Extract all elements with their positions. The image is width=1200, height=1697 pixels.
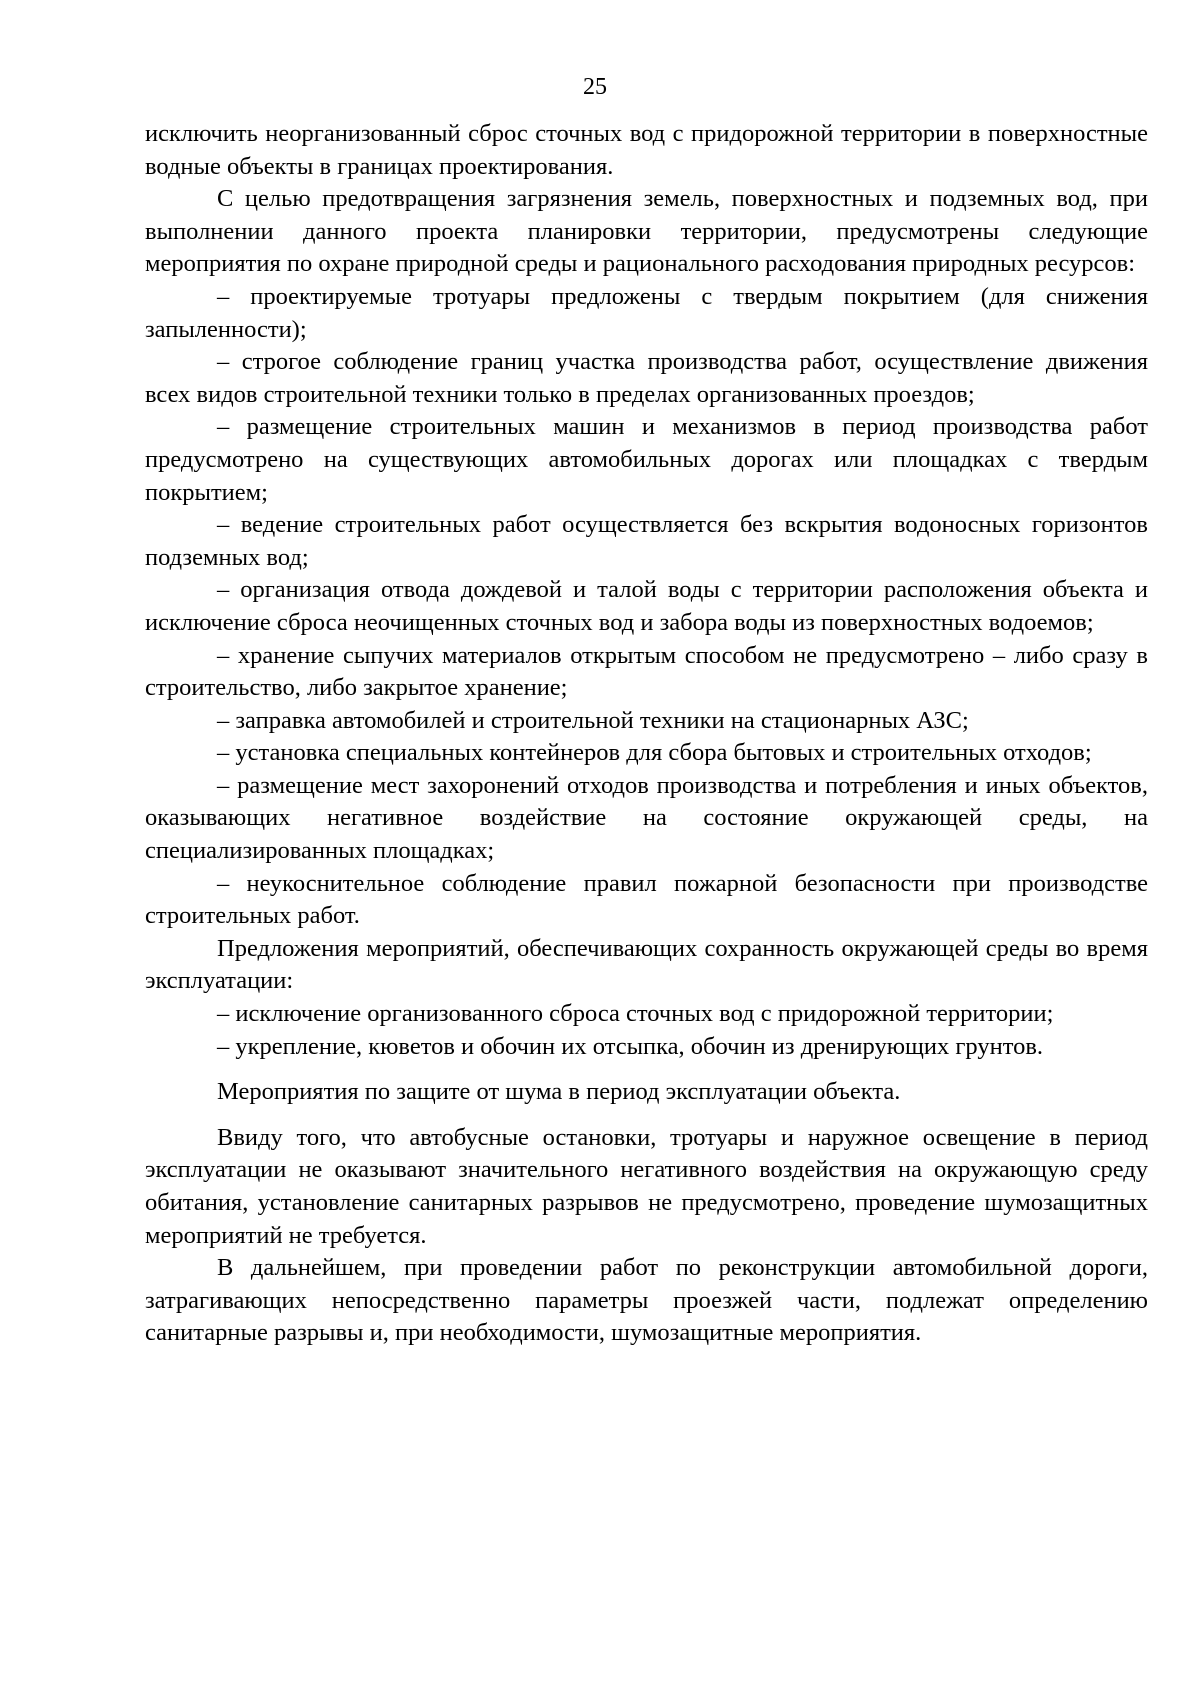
paragraph: В дальнейшем, при проведении работ по реконструкции автомобильной дороги, затрагивающих непосредственно параметры проезжей части, подлежат определению санитарные разрывы и, при необходимости, шумозащитные мероприятия.: [145, 1254, 1148, 1347]
list-item: – размещение строительных машин и механизмов в период производства работ предусмотрено на существующих автомобильных дорогах или площадках с твердым покрытием;: [145, 413, 1148, 506]
list-item: – строгое соблюдение границ участка производства работ, осуществление движения всех видов строительной техники только в пределах организованных проездов;: [145, 348, 1148, 408]
page-number: 25: [583, 74, 607, 100]
list-item: – хранение сыпучих материалов открытым способом не предусмотрено – либо сразу в строительство, либо закрытое хранение;: [145, 641, 1148, 702]
paragraph: Ввиду того, что автобусные остановки, тротуары и наружное освещение в период эксплуатации не оказывают значительного негативного воздействия на окружающую среду обитания, установление санитарных разрывов не предусмотрено, проведение шумозащитных мероприятий не требуется.: [145, 1123, 1148, 1249]
list-item: – установка специальных контейнеров для сбора бытовых и строительных отходов;: [217, 739, 1092, 767]
paragraph: исключить неорганизованный сброс сточных вод с придорожной территории в поверхностные водные объекты в границах проектирования.: [145, 120, 1148, 180]
list-item: – заправка автомобилей и строительной техники на стационарных АЗС;: [217, 706, 969, 734]
section-heading: Мероприятия по защите от шума в период эксплуатации объекта.: [217, 1078, 901, 1106]
paragraph: С целью предотвращения загрязнения земель, поверхностных и подземных вод, при выполнении данного проекта планировки территории, предусмотрены следующие мероприятия по охране природной среды и рационального расходования природных ресурсов:: [145, 185, 1148, 278]
list-item: – ведение строительных работ осуществляется без вскрытия водоносных горизонтов подземных вод;: [145, 511, 1148, 571]
list-item: – организация отвода дождевой и талой воды с территории расположения объекта и исключение сброса неочищенных сточных вод и забора воды из поверхностных водоемов;: [145, 576, 1148, 636]
body-text: [145, 118, 1148, 1350]
list-item: – размещение мест захоронений отходов производства и потребления и иных объектов, оказывающих негативное воздействие на состояние окружающей среды, на специализированных площадках;: [145, 771, 1148, 865]
list-item: – укрепление, кюветов и обочин их отсыпка, обочин из дренирующих грунтов.: [217, 1032, 1044, 1060]
list-item: – исключение организованного сброса сточных вод с придорожной территории;: [217, 1000, 1054, 1028]
list-item: – неукоснительное соблюдение правил пожарной безопасности при производстве строительных работ.: [145, 869, 1148, 930]
list-item: – проектируемые тротуары предложены с твердым покрытием (для снижения запыленности);: [145, 282, 1148, 343]
paragraph: Предложения мероприятий, обеспечивающих сохранность окружающей среды во время эксплуатации:: [145, 934, 1148, 995]
